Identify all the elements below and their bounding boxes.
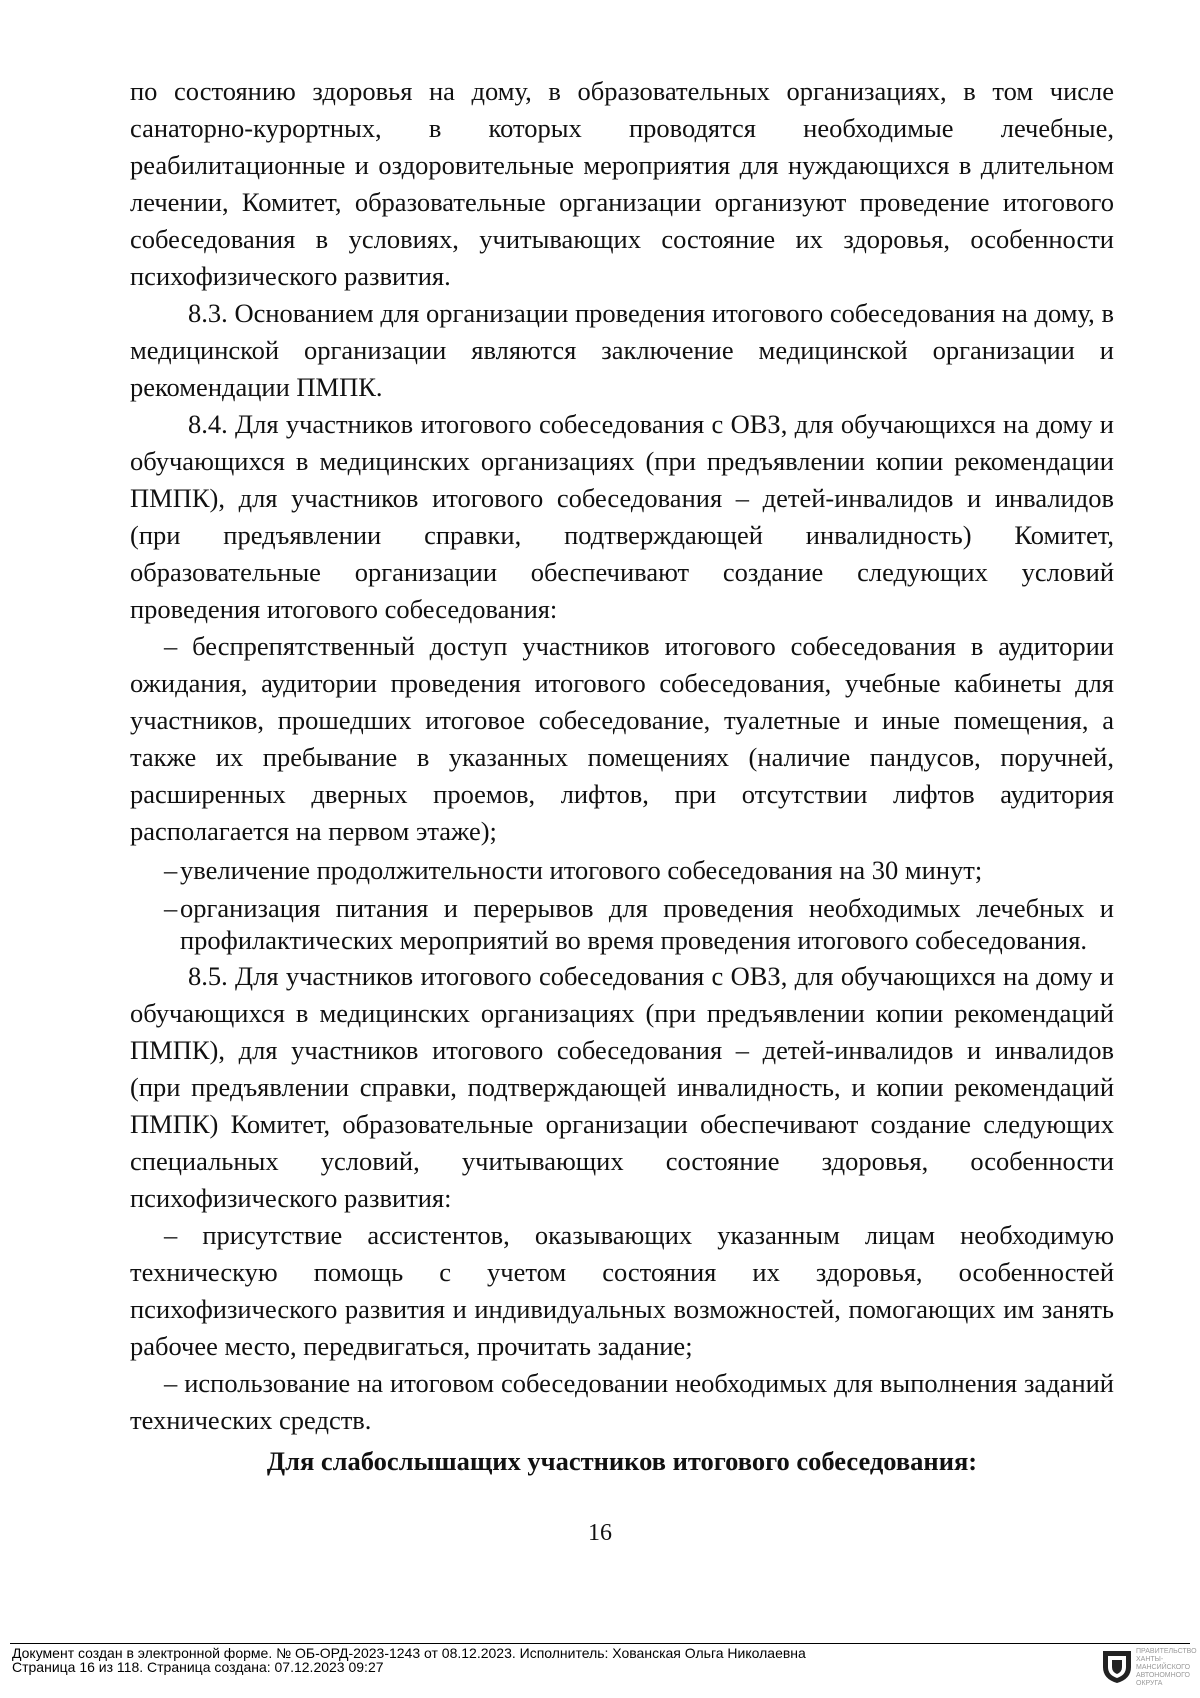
bullet-access: – беспрепятственный доступ участников итогового собеседования в аудитории ожидания, аудитории проведения итогового собеседования, учебные кабинеты для участников, прошедших итоговое собеседование, туалетные и иные помещения, а также их пребывание в указанных помещениях (наличие пандусов, поручней, расширенных дверных проемов, лифтов, при отсутствии лифтов аудитория располагается на первом этаже); [130, 631, 1114, 846]
footer-line-1: Документ создан в электронной форме. № ОБ-ОРД-2023-1243 от 08.12.2023. Исполнитель: Хованская Ольга Николаевна [12, 1645, 806, 1661]
paragraph-continuation: по состоянию здоровья на дому, в образовательных организациях, в том числе санаторно-курортных, в которых проводятся необходимые лечебные, реабилитационные и оздоровительные мероприятия для нуждающихся в длительном лечении, Комитет, образовательные организации организуют проведение итогового собеседования в условиях, учитывающих состояние их здоровья, особенности психофизического развития. [130, 76, 1114, 291]
bullet-meals [130, 892, 1114, 956]
crest-caption: ПРАВИТЕЛЬСТВО ХАНТЫ-МАНСИЙСКОГО АВТОНОМНОГО ОКРУГА [1136, 1648, 1197, 1687]
bullet-duration [130, 854, 1114, 886]
coat-of-arms-icon [1100, 1647, 1134, 1685]
bullet-dash: – [164, 855, 178, 885]
footer-line-2: Страница 16 из 118. Страница создана: 07.12.2023 09:27 [12, 1659, 384, 1675]
page-number: 16 [588, 1520, 612, 1546]
footer-stamp [12, 1646, 806, 1674]
bullet-assistants: – присутствие ассистентов, оказывающих указанным лицам необходимую техническую помощь с учетом состояния их здоровья, особенностей психофизического развития и индивидуальных возможностей, помогающих им занять рабочее место, передвигаться, прочитать задание; [130, 1220, 1114, 1361]
bullet-technical-means: – использование на итоговом собеседовании необходимых для выполнения заданий технических средств. [130, 1368, 1114, 1435]
paragraph-8-3: 8.3. Основанием для организации проведения итогового собеседования на дому, в медицинской организации являются заключение медицинской организации и рекомендации ПМПК. [130, 298, 1114, 402]
bullet-meals-text: организация питания и перерывов для проведения необходимых лечебных и профилактических мероприятий во время проведения итогового собеседования. [180, 893, 1114, 955]
section-heading-hearing: Для слабослышащих участников итогового собеседования: [266, 1446, 978, 1476]
paragraph-8-4: 8.4. Для участников итогового собеседования с ОВЗ, для обучающихся на дому и обучающихся в медицинских организациях (при предъявлении копии рекомендации ПМПК), для участников итогового собеседования – детей-инвалидов и инвалидов (при предъявлении справки, подтверждающей инвалидность) Комитет, образовательные организации обеспечивают создание следующих условий проведения итогового собеседования: [130, 409, 1114, 624]
document-body [130, 73, 1114, 1480]
bullet-dash: – [164, 893, 178, 923]
bullet-duration-text: увеличение продолжительности итогового собеседования на 30 минут; [180, 855, 983, 885]
paragraph-8-5: 8.5. Для участников итогового собеседования с ОВЗ, для обучающихся на дому и обучающихся в медицинских организациях (при предъявлении копии рекомендаций ПМПК), для участников итогового собеседования – детей-инвалидов и инвалидов (при предъявлении справки, подтверждающей инвалидность, и копии рекомендаций ПМПК) Комитет, образовательные организации обеспечивают создание следующих специальных условий, учитывающих состояние здоровья, особенности психофизического развития: [130, 961, 1114, 1213]
footer-divider [10, 1643, 1190, 1644]
